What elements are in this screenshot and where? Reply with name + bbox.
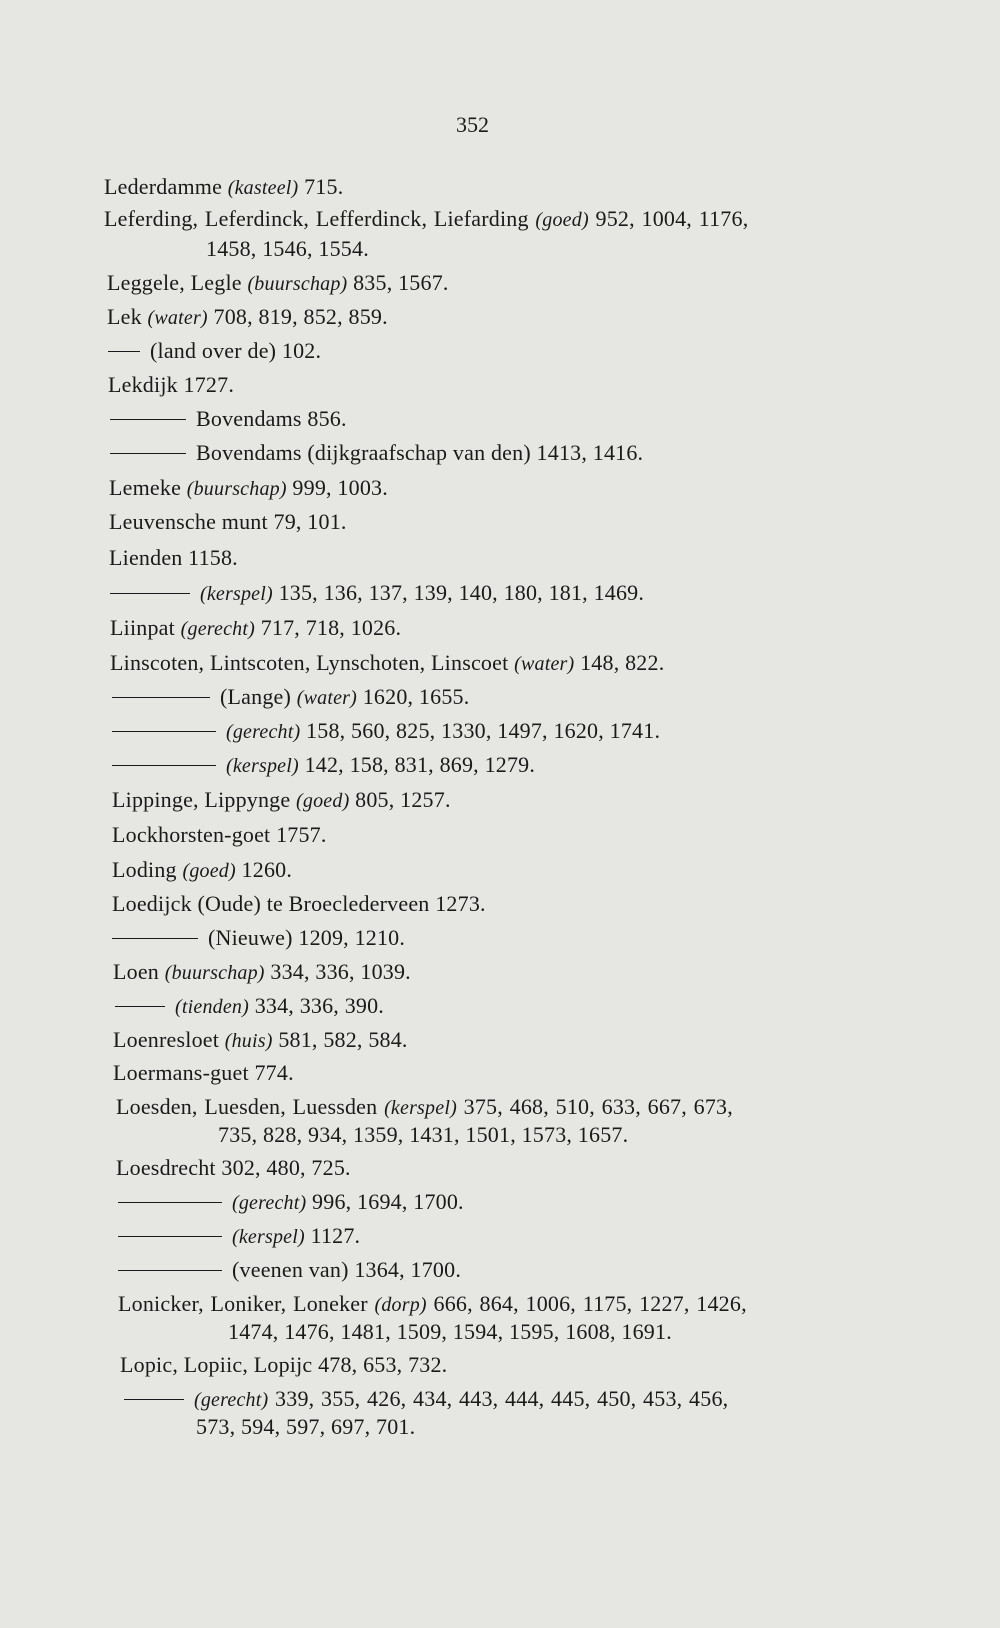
entry-type: (buurschap) <box>164 962 265 984</box>
entry-refs: 805, 1257. <box>349 787 451 812</box>
entry-refs: 375, 468, 510, 633, 667, 673, <box>456 1094 733 1119</box>
index-entry <box>109 475 388 502</box>
index-entry <box>110 650 664 677</box>
entry-type: (kerspel) <box>232 1226 305 1248</box>
entry-refs: 581, 582, 584. <box>272 1027 408 1052</box>
entry-refs: 1209, 1210. <box>292 925 406 950</box>
index-entry <box>110 615 401 642</box>
index-entry <box>107 270 449 297</box>
index-entry <box>112 822 327 848</box>
entry-refs: 102. <box>276 338 322 363</box>
entry-type: (tienden) <box>175 996 249 1018</box>
entry-head: Bovendams (dijkgraafschap van den) <box>196 440 531 465</box>
entry-type: (water) <box>514 653 575 675</box>
ditto-dash <box>110 453 186 454</box>
index-entry-continuation <box>228 1319 672 1345</box>
ditto-dash <box>112 938 198 939</box>
ditto-dash <box>124 1399 184 1400</box>
entry-type: (dorp) <box>374 1294 427 1316</box>
index-entry <box>109 509 347 535</box>
index-entry <box>110 406 347 432</box>
entry-type: (water) <box>296 687 358 709</box>
entry-head: Leuvensche munt <box>109 509 268 534</box>
entry-refs: 835, 1567. <box>347 270 449 295</box>
page-number: 352 <box>456 112 489 137</box>
entry-refs: 715. <box>298 174 344 199</box>
entry-refs: 148, 822. <box>574 650 665 675</box>
entry-head: Loen <box>113 959 165 984</box>
entry-head: Lockhorsten-goet <box>112 822 271 847</box>
entry-refs: 1620, 1655. <box>357 684 470 709</box>
entry-refs: 999, 1003. <box>286 475 388 500</box>
entry-head: Lemeke <box>109 475 187 500</box>
entry-refs: 1727. <box>177 372 235 397</box>
index-entry <box>110 440 643 466</box>
index-entry <box>108 372 234 398</box>
entry-refs: 142, 158, 831, 869, 1279. <box>298 752 536 777</box>
entry-head: Loesdrecht <box>116 1155 216 1180</box>
entry-head: (Lange) <box>220 684 297 709</box>
index-entry-continuation <box>196 1414 415 1440</box>
entry-type: (gerecht) <box>232 1192 307 1214</box>
index-entry <box>118 1257 461 1283</box>
entry-type: (kerspel) <box>384 1097 457 1119</box>
index-entry <box>112 925 405 951</box>
index-entry-continuation <box>206 236 369 262</box>
entry-head: Lonicker, Loniker, Loneker <box>118 1291 375 1316</box>
entry-refs: 334, 336, 1039. <box>264 959 411 984</box>
entry-head: (land over de) <box>150 338 277 363</box>
entry-refs: 717, 718, 1026. <box>255 615 402 640</box>
entry-type: (gerecht) <box>226 721 301 743</box>
entry-refs: 158, 560, 825, 1330, 1497, 1620, 1741. <box>300 718 661 743</box>
index-entry <box>110 580 644 607</box>
ditto-dash <box>108 351 140 352</box>
entry-refs: 302, 480, 725. <box>215 1155 351 1180</box>
index-entry <box>115 993 384 1020</box>
index-entry <box>113 1060 294 1086</box>
entry-type: (gerecht) <box>180 618 255 640</box>
entry-head: Lopic, Lopiic, Lopijc <box>120 1352 313 1377</box>
entry-head: Loesden, Luesden, Luessden <box>116 1094 385 1119</box>
index-entry <box>116 1094 733 1121</box>
entry-head: (veenen van) <box>232 1257 349 1282</box>
entry-refs: 735, 828, 934, 1359, 1431, 1501, 1573, 1657. <box>218 1122 629 1147</box>
entry-refs: 79, 101. <box>267 509 347 534</box>
ditto-dash <box>110 593 190 594</box>
index-entry <box>118 1291 747 1318</box>
entry-head: Leferding, Leferdinck, Lefferdinck, Liefarding <box>104 206 536 231</box>
entry-head: Loding <box>112 857 183 882</box>
entry-refs: 1260. <box>235 857 293 882</box>
entry-refs: 1158. <box>182 545 238 570</box>
index-entry <box>112 752 535 779</box>
entry-head: Lekdijk <box>108 372 178 397</box>
index-entry <box>112 684 469 711</box>
index-entry <box>116 1155 351 1181</box>
entry-head: Loermans-guet <box>113 1060 249 1085</box>
entry-refs: 1127. <box>304 1223 361 1248</box>
entry-type: (gerecht) <box>194 1389 269 1411</box>
entry-refs: 708, 819, 852, 859. <box>207 304 388 329</box>
entry-type: (kerspel) <box>226 755 299 777</box>
index-entry <box>112 787 451 814</box>
ditto-dash <box>112 765 216 766</box>
entry-refs: 1458, 1546, 1554. <box>206 236 369 261</box>
entry-head: Loedijck (Oude) te Broeclederveen <box>112 891 430 916</box>
entry-head: Lederdamme <box>104 174 228 199</box>
entry-refs: 135, 136, 137, 139, 140, 180, 181, 1469. <box>272 580 645 605</box>
ditto-dash <box>118 1236 222 1237</box>
entry-type: (huis) <box>224 1030 273 1052</box>
entry-head: Liinpat <box>110 615 181 640</box>
index-entry <box>113 1027 408 1054</box>
entry-head: Lienden <box>109 545 183 570</box>
entry-type: (kasteel) <box>227 177 299 199</box>
entry-head: Bovendams <box>196 406 302 431</box>
entry-type: (buurschap) <box>186 478 287 500</box>
entry-refs: 996, 1694, 1700. <box>306 1189 464 1214</box>
entry-refs: 1474, 1476, 1481, 1509, 1594, 1595, 1608, 1691. <box>228 1319 672 1344</box>
index-entry <box>120 1352 447 1378</box>
entry-type: (buurschap) <box>247 273 348 295</box>
entry-refs: 1757. <box>270 822 327 847</box>
entry-refs: 774. <box>248 1060 294 1085</box>
entry-refs: 952, 1004, 1176, <box>588 206 749 231</box>
entry-refs: 856. <box>301 406 347 431</box>
ditto-dash <box>118 1270 222 1271</box>
entry-type: (water) <box>147 307 208 329</box>
ditto-dash <box>115 1006 165 1007</box>
index-entry <box>112 857 292 884</box>
entry-refs: 573, 594, 597, 697, 701. <box>196 1414 416 1439</box>
entry-refs: 478, 653, 732. <box>312 1352 448 1377</box>
index-entry <box>112 718 660 745</box>
index-entry <box>104 206 748 233</box>
index-entry <box>124 1386 728 1413</box>
entry-type: (goed) <box>182 860 236 882</box>
ditto-dash <box>112 697 210 698</box>
entry-refs: 334, 336, 390. <box>249 993 384 1018</box>
index-entry-continuation <box>218 1122 628 1148</box>
entry-head: (Nieuwe) <box>208 925 293 950</box>
index-entry <box>118 1223 360 1250</box>
entry-head: Lek <box>107 304 148 329</box>
entry-head: Loenresloet <box>113 1027 225 1052</box>
entry-head: Leggele, Legle <box>107 270 248 295</box>
entry-head: Lippinge, Lippynge <box>112 787 297 812</box>
entry-refs: 1273. <box>429 891 486 916</box>
index-entry <box>109 545 238 571</box>
entry-refs: 1364, 1700. <box>348 1257 462 1282</box>
ditto-dash <box>118 1202 222 1203</box>
index-entry <box>113 959 411 986</box>
entry-type: (goed) <box>296 790 350 812</box>
index-entry <box>107 304 388 331</box>
entry-refs: 666, 864, 1006, 1175, 1227, 1426, <box>426 1291 747 1316</box>
index-entry <box>118 1189 464 1216</box>
index-entry <box>112 891 486 917</box>
index-entry <box>104 174 343 201</box>
ditto-dash <box>112 731 216 732</box>
entry-type: (kerspel) <box>200 583 273 605</box>
entry-type: (goed) <box>535 209 589 231</box>
entry-head: Linscoten, Lintscoten, Lynschoten, Linscoet <box>110 650 515 675</box>
ditto-dash <box>110 419 186 420</box>
entry-refs: 339, 355, 426, 434, 443, 444, 445, 450, 453, 456, <box>268 1386 729 1411</box>
entry-refs: 1413, 1416. <box>530 440 644 465</box>
index-entry <box>108 338 321 364</box>
